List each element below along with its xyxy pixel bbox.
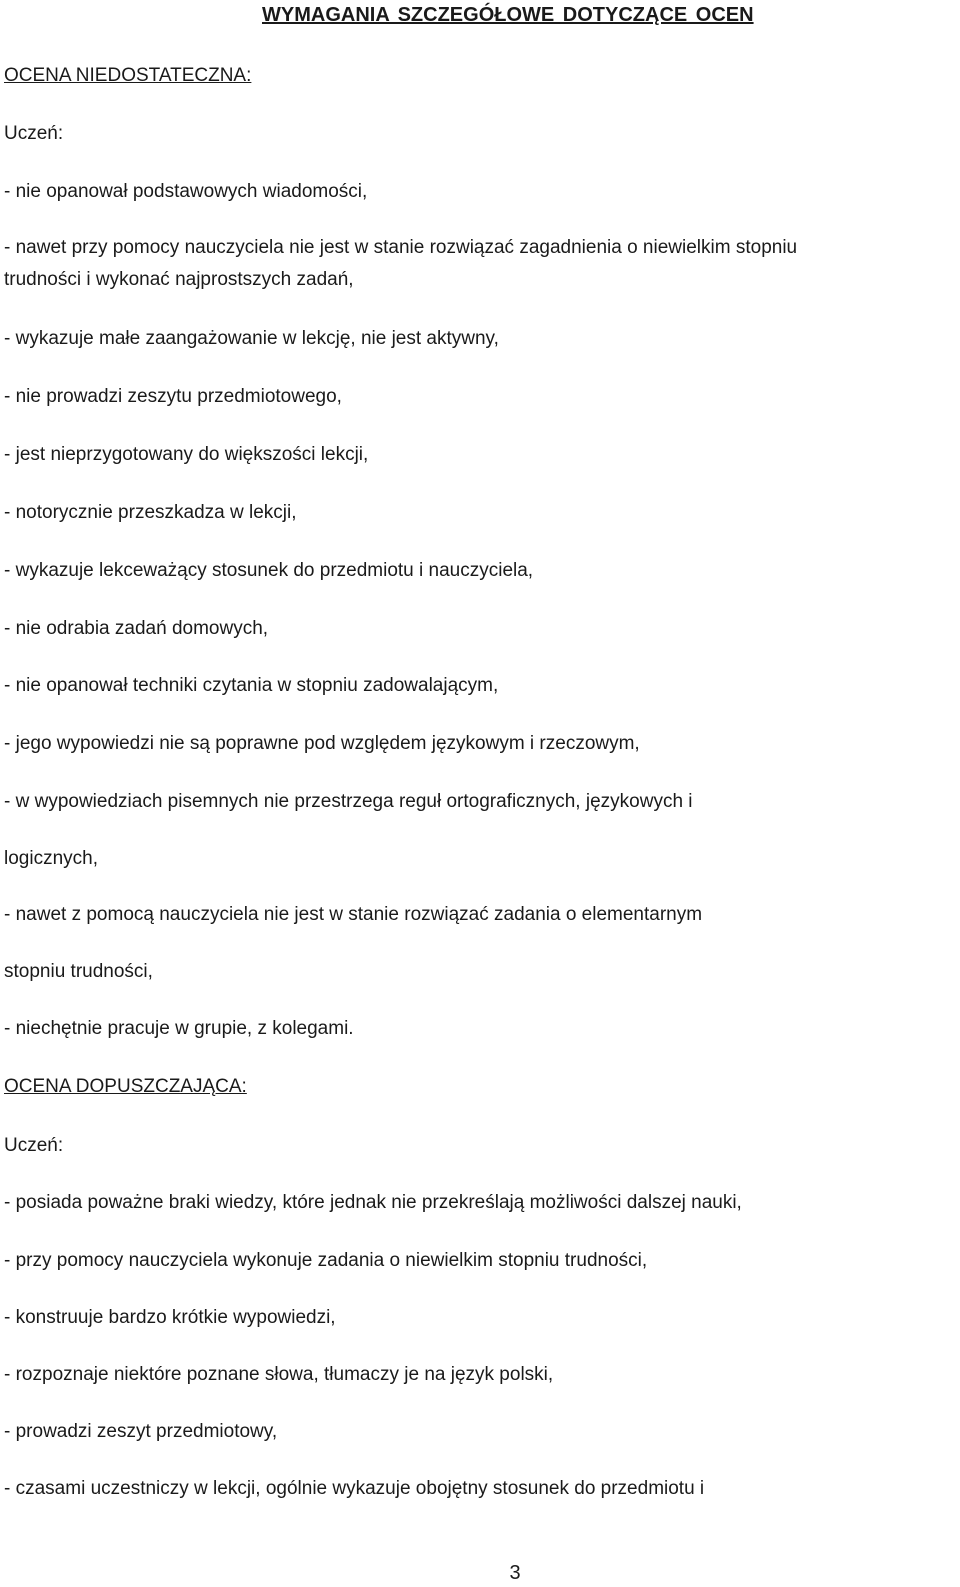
section-intro: Uczeń: [4, 1135, 64, 1156]
list-item: - konstruuje bardzo krótkie wypowiedzi, [4, 1307, 336, 1328]
section-heading-niedostateczna: OCENA NIEDOSTATECZNA: [4, 65, 252, 86]
section-intro: Uczeń: [4, 123, 64, 144]
list-item: - jego wypowiedzi nie są poprawne pod względem językowym i rzeczowym, [4, 733, 640, 754]
list-item-continuation: logicznych, [4, 848, 98, 869]
list-item: - nie opanował techniki czytania w stopniu zadowalającym, [4, 675, 499, 696]
list-item: - prowadzi zeszyt przedmiotowy, [4, 1421, 278, 1442]
list-item: - nie opanował podstawowych wiadomości, [4, 181, 368, 202]
list-item: - notorycznie przeszkadza w lekcji, [4, 502, 297, 523]
list-item: - nie prowadzi zeszytu przedmiotowego, [4, 386, 342, 407]
page-number: 3 [509, 1562, 521, 1584]
list-item: - nie odrabia zadań domowych, [4, 618, 269, 639]
section-heading-dopuszczajaca: OCENA DOPUSZCZAJĄCA: [4, 1076, 247, 1097]
list-item: - czasami uczestniczy w lekcji, ogólnie wykazuje obojętny stosunek do przedmiotu i [4, 1478, 705, 1499]
list-item: - przy pomocy nauczyciela wykonuje zadania o niewielkim stopniu trudności, [4, 1250, 648, 1271]
list-item: - jest nieprzygotowany do większości lekcji, [4, 444, 369, 465]
list-item: - nawet z pomocą nauczyciela nie jest w stanie rozwiązać zadania o elementarnym [4, 904, 703, 925]
list-item: - posiada poważne braki wiedzy, które jednak nie przekreślają możliwości dalszej nauki, [4, 1192, 742, 1213]
list-item: - niechętnie pracuje w grupie, z kolegami. [4, 1018, 354, 1039]
list-item: - nawet przy pomocy nauczyciela nie jest w stanie rozwiązać zagadnienia o niewielkim stopniu [4, 237, 798, 258]
list-item-continuation: trudności i wykonać najprostszych zadań, [4, 269, 354, 290]
list-item: - w wypowiedziach pisemnych nie przestrzega reguł ortograficznych, językowych i [4, 791, 693, 812]
list-item: - wykazuje lekceważący stosunek do przedmiotu i nauczyciela, [4, 560, 534, 581]
list-item: - rozpoznaje niektóre poznane słowa, tłumaczy je na język polski, [4, 1364, 554, 1385]
list-item: - wykazuje małe zaangażowanie w lekcję, nie jest aktywny, [4, 328, 499, 349]
document-title: WYMAGANIA SZCZEGÓŁOWE DOTYCZĄCE OCEN [262, 4, 754, 26]
list-item-continuation: stopniu trudności, [4, 961, 153, 982]
